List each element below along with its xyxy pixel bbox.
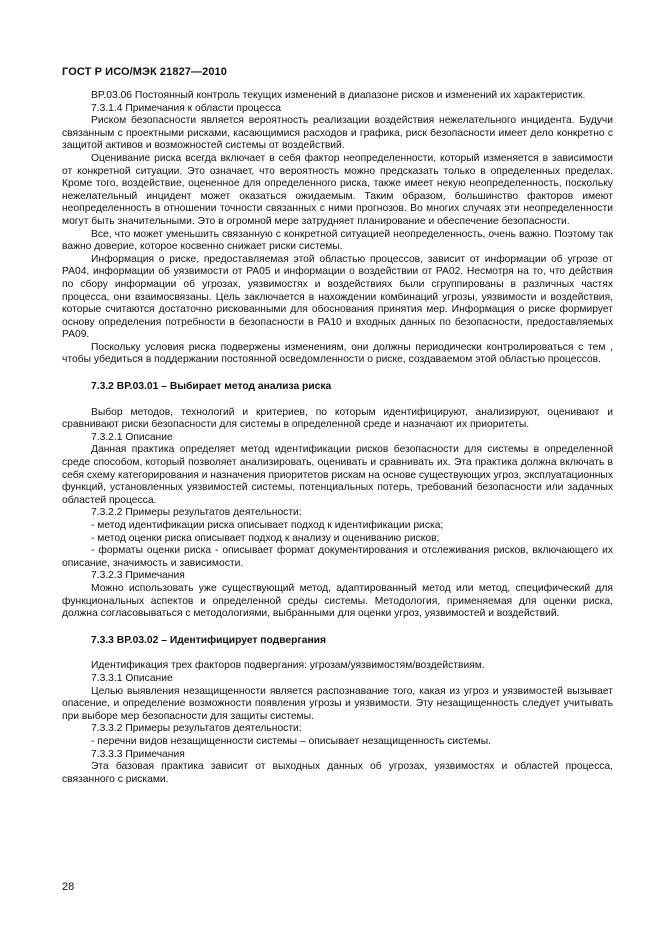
paragraph: Риском безопасности является вероятность реализации воздействия нежелательного инцидента. Будучи связанным с проектными рисками, касающимися расходов и графика, риск безопасности имеет дело конкретно с защитой активов и возможностей системы от воздействий. [62,115,613,152]
section-heading: 7.3.2 BP.03.01 – Выбирает метод анализа риска [91,381,332,393]
standard-designation: ГОСТ Р ИСО/МЭК 21827—2010 [62,66,227,78]
list-item: - форматы оценки риска - описывает формат документирования и отслеживания рисков, включающего их описание, значимость и зависимости. [62,545,613,569]
paragraph: Данная практика определяет метод идентификации рисков безопасности для системы в определенной среде способом, который позволяет анализировать, оценивать и сравнивать их. Эта практика должна включать в себя схему категорирования и назначения приоритетов рискам на основе существующих угроз, эксплуатационных функций, установленных уязвимостей системы, потенциальных потерь, требований безопасности или задачных областей процесса. [62,444,613,506]
subsection-title: 7.3.3.1 Описание [91,672,173,684]
paragraph: Можно использовать уже существующий метод, адаптированный метод или метод, специфический для функциональных аспектов и определенной среды системы. Методология, применяемая для оценки риска, должна согласовываться с методологиями, выбранными для оценки угроз, уязвимостей и воздействий. [62,582,613,620]
subsection-title: 7.3.2.2 Примеры результатов деятельности: [91,507,302,519]
paragraph: Оценивание риска всегда включает в себя фактор неопределенности, который изменяется в зависимости от конкретной ситуации. Это означает, что вероятность можно предсказать только в определенных пределах. Кроме того, воздействие, оцененное для определенного риска, также имеет некую неопределенность, поскольку нежелательный инцидент может оказаться ожидаемым. Таким образом, большинство факторов имеют неопределенность в отношении точности связанных с ними прогнозов. Во многих случаях эти неопределенности могут быть значительными. Это в огромной мере затрудняет планирование и обеспечение безопасности. [62,152,613,227]
subsection-title: 7.3.2.1 Описание [91,431,173,443]
paragraph: Выбор методов, технологий и критериев, по которым идентифицируют, анализируют, оценивают и сравнивают риски безопасности для системы в определенной среде и назначают их приоритеты. [62,406,613,431]
subsection-title: 7.3.3.3 Примечания [91,748,185,760]
subsection-title: 7.3.3.2 Примеры результатов деятельности: [91,723,302,735]
section-heading: 7.3.3 BP.03.02 – Идентифицирует подвергания [91,634,327,646]
paragraph: Информация о риске, предоставляемая этой областью процессов, зависит от информации об угрозе от PA04, информации об уязвимости от PA05 и информации о воздействии от PA02. Несмотря на то, что действия по сбору информации об угрозах, уязвимостях и воздействиях были сгруппированы в различных частях процесса, они взаимосвязаны. Цель заключается в нахождении комбинаций угрозы, уязвимости и воздействия, которые считаются достаточно рискованными для обоснования принятия мер. Информация о риске формирует основу определения потребности в безопасности в PA10 и входных данных по безопасности, предоставляемых PA09. [62,253,613,341]
document-body [62,90,613,786]
list-item: - перечни видов незащищенности системы – описывает незащищенность системы. [91,735,491,747]
subsection-title: 7.3.2.3 Примечания [91,570,185,582]
paragraph: Целью выявления незащищенности является распознавание того, какая из угроз и уязвимостей вызывает опасение, и определение возможности появления угрозы и уязвимости. Эту незащищенность следует учитывать при выборе мер безопасности для защиты системы. [62,685,613,722]
paragraph: Поскольку условия риска подвержены изменениям, они должны периодически контролироваться с тем , чтобы убедиться в поддержании постоянной осведомленности о риске, создаваемом этой областью процессов. [62,341,613,366]
list-item: - метод идентификации риска описывает подход к идентификации риска; [91,520,444,531]
paragraph: Идентификация трех факторов подвергания: угрозам/уязвимостям/воздействиям. [91,660,485,672]
paragraph: Все, что может уменьшить связанную с конкретной ситуацией неопределенность, очень важно. Поэтому так важно доверие, которое косвенно снижает риски системы. [62,228,613,253]
paragraph: Эта базовая практика зависит от выходных данных об угрозах, уязвимостях и областей процесса, связанного с рисками. [62,761,613,785]
paragraph: BP.03.06 Постоянный контроль текущих изменений в диапазоне рисков и изменений их характеристик. [91,90,586,101]
page-number: 28 [62,881,75,893]
subsection-title: 7.3.1.4 Примечания к области процесса [91,102,281,114]
list-item: - метод оценки риска описывает подход к анализу и оцениванию рисков; [91,532,440,544]
